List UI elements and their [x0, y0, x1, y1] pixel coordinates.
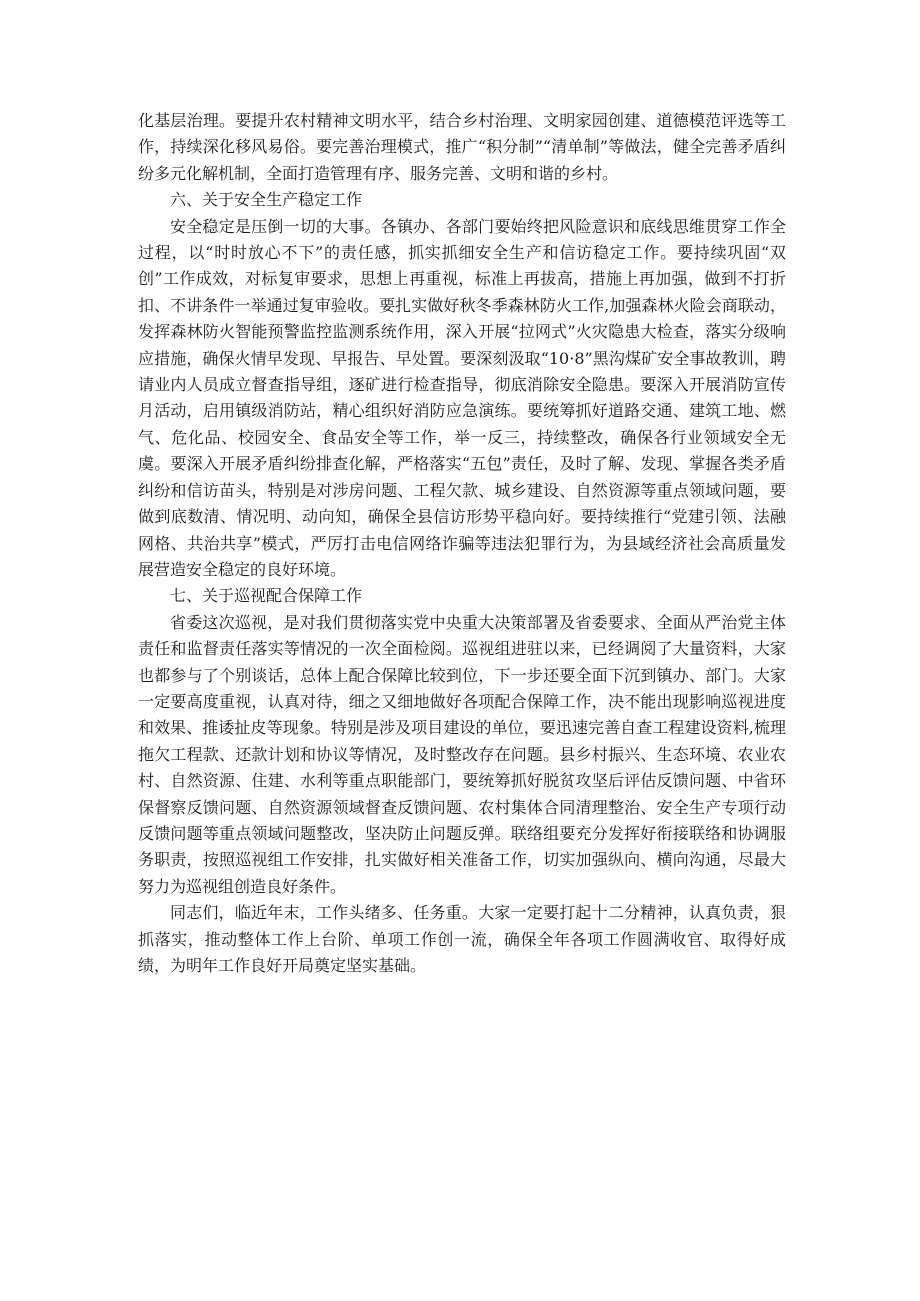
document-page [138, 108, 786, 979]
paragraph-safety: 安全稳定是压倒一切的大事。各镇办、各部门要始终把风险意识和底线思维贯穿工作全过程，以“时时放心不下”的责任感，抓实抓细安全生产和信访稳定工作。要持续巩固“双创”工作成效，对标复审要求，思想上再重视，标准上再拔高，措施上再加强，做到不打折扣、不讲条件一举通过复审验收。要扎实做好秋冬季森林防火工作,加强森林火险会商联动，发挥森林防火智能预警监控监测系统作用，深入开展“拉网式”火灾隐患大检查，落实分级响应措施，确保火情早发现、早报告、早处置。要深刻汲取“10·8”黑沟煤矿安全事故教训，聘请业内人员成立督查指导组，逐矿进行检查指导，彻底消除安全隐患。要深入开展消防宣传月活动，启用镇级消防站，精心组织好消防应急演练。要统筹抓好道路交通、建筑工地、燃气、危化品、校园安全、食品安全等工作，举一反三，持续整改，确保各行业领域安全无虞。要深入开展矛盾纠纷排查化解，严格落实“五包”责任，及时了解、发现、掌握各类矛盾纠纷和信访苗头，特别是对涉房问题、工程欠款、城乡建设、自然资源等重点领域问题，要做到底数清、情况明、动向知，确保全县信访形势平稳向好。要持续推行“党建引领、法融网格、共治共享”模式，严厉打击电信网络诈骗等违法犯罪行为，为县域经济社会高质量发展营造安全稳定的良好环境。 [138, 216, 786, 579]
paragraph-continuation: 化基层治理。要提升农村精神文明水平，结合乡村治理、文明家园创建、道德模范评选等工作，持续深化移风易俗。要完善治理模式，推广“积分制”“清单制”等做法，健全完善矛盾纠纷多元化解机制，全面打造管理有序、服务完善、文明和谐的乡村。 [138, 111, 786, 183]
section-heading-seven: 七、关于巡视配合保障工作 [170, 586, 363, 606]
section-heading-six: 六、关于安全生产稳定工作 [170, 190, 363, 210]
paragraph-inspection: 省委这次巡视，是对我们贯彻落实党中央重大决策部署及省委要求、全面从严治党主体责任和监督责任落实等情况的一次全面检阅。巡视组进驻以来，已经调阅了大量资料，大家也都参与了个别谈话，总体上配合保障比较到位，下一步还要全面下沉到镇办、部门。大家一定要高度重视，认真对待，细之又细地做好各项配合保障工作，决不能出现影响巡视进度和效果、推诿扯皮等现象。特别是涉及项目建设的单位，要迅速完善自查工程建设资料,梳理拖欠工程款、还款计划和协议等情况，及时整改存在问题。县乡村振兴、生态环境、农业农村、自然资源、住建、水利等重点职能部门，要统筹抓好脱贫攻坚后评估反馈问题、中省环保督察反馈问题、自然资源领域督查反馈问题、农村集体合同清理整治、安全生产专项行动反馈问题等重点领域问题整改，坚决防止问题反弹。联络组要充分发挥好衔接联络和协调服务职责，按照巡视组工作安排，扎实做好相关准备工作，切实加强纵向、横向沟通，尽最大努力为巡视组创造良好条件。 [138, 612, 786, 896]
paragraph-closing: 同志们，临近年末，工作头绪多、任务重。大家一定要打起十二分精神，认真负责，狠抓落实，推动整体工作上台阶、单项工作创一流，确保全年各项工作圆满收官、取得好成绩，为明年工作良好开局奠定坚实基础。 [138, 903, 786, 975]
